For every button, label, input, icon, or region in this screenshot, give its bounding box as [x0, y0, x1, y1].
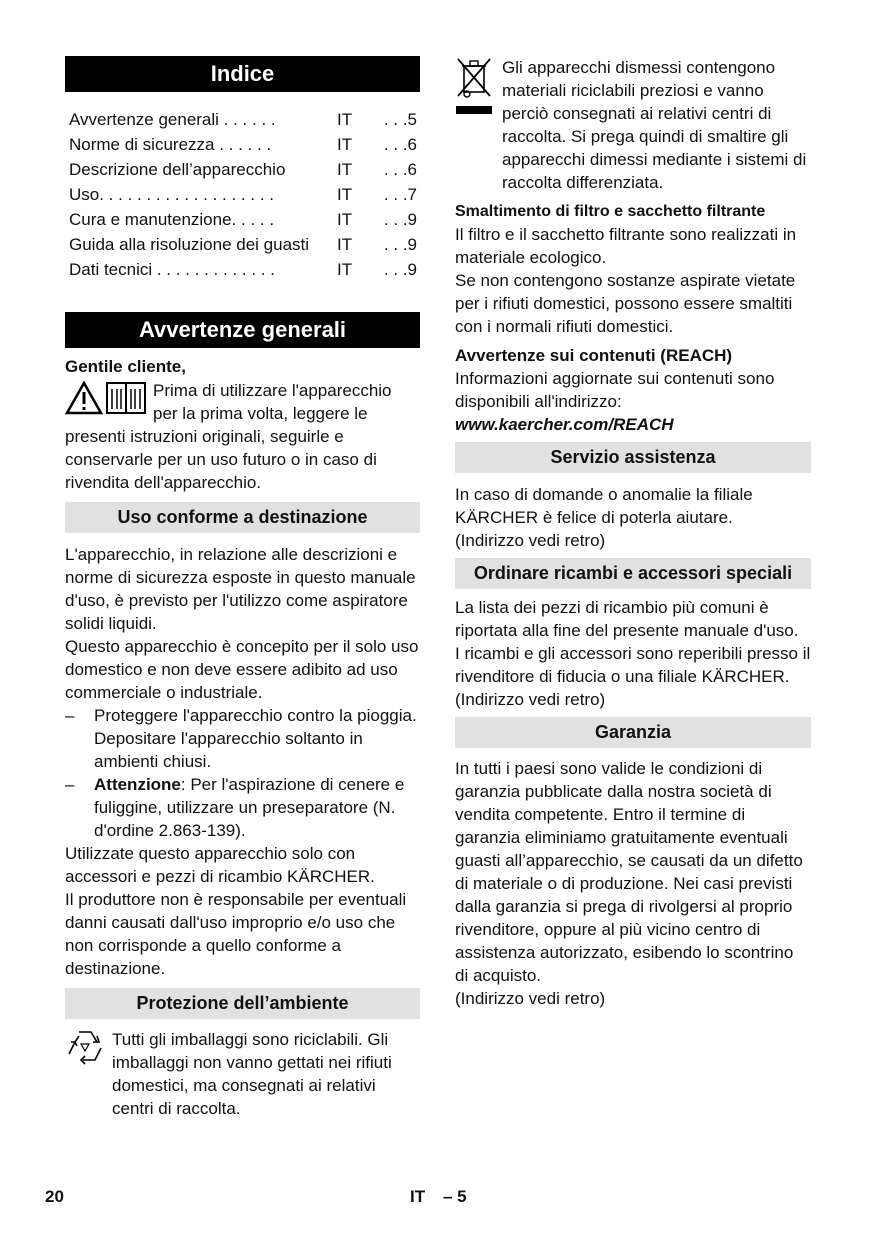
toc-entry-lang: IT: [337, 210, 353, 229]
left-column: [65, 56, 420, 1120]
intro-text: Prima di utilizzare l'apparecchio per la prima volta, leggere le: [153, 381, 392, 423]
intended-use-paragraph: Questo apparecchio è concepito per il solo uso domestico e non deve essere adibito ad uso commerciale o industriale.: [65, 637, 419, 702]
weee-icon-wrap: [455, 56, 502, 194]
filter-heading: Smaltimento di filtro e sacchetto filtrante: [455, 203, 766, 220]
greeting: Gentile cliente,: [65, 357, 186, 376]
footer-section-page: – 5: [443, 1187, 467, 1206]
page-number: 20: [45, 1187, 64, 1206]
warranty-paragraph: In tutti i paesi sono valide le condizioni di garanzia pubblicate dalla nostra società di vendita competente. Entro il termine di garanzia eliminiamo gratuitamente eventuali guasti all’apparecchio, se causati da un difetto di materiale o di produzione. Nei casi previsti dalla garanzia si prega di rivolgersi al proprio rivenditore, oppure al più vicino centro di assistenza autorizzato, esibendo lo scontrino di acquisto.: [455, 759, 803, 985]
intended-use-title: Uso conforme a destinazione: [65, 502, 420, 533]
reach-paragraph: Informazioni aggiornate sui contenuti sono disponibili all'indirizzo:: [455, 369, 775, 411]
warranty-address: (Indirizzo vedi retro): [455, 989, 606, 1008]
toc-entry-lang: IT: [337, 110, 353, 129]
parts-paragraph: La lista dei pezzi di ricambio più comuni è riportata alla fine del presente manuale d'uso.: [455, 598, 799, 640]
service-paragraph: In caso di domande o anomalie la filiale KÄRCHER è felice di poterla aiutare.: [455, 485, 753, 527]
toc-entry[interactable]: [69, 257, 420, 282]
toc-entry-name: Guida alla risoluzione dei guasti: [69, 235, 310, 254]
toc-entry-lang: IT: [337, 160, 353, 179]
toc-entry[interactable]: [69, 107, 420, 132]
bullet-item: [65, 704, 420, 773]
toc-entry-page: . . .9: [383, 210, 417, 229]
service-title: Servizio assistenza: [455, 442, 811, 473]
warning-icons: [65, 379, 153, 419]
general-title: Avvertenze generali: [65, 312, 420, 348]
packaging-block: [65, 1028, 420, 1120]
toc-entry-page: . . .5: [383, 110, 417, 129]
toc-entry-page: . . .6: [383, 160, 417, 179]
manual-book-icon: [105, 381, 147, 417]
toc-entry-name: Avvertenze generali . . . . . .: [69, 110, 276, 129]
footer-language: IT: [410, 1187, 426, 1206]
reach-heading: Avvertenze sui contenuti (REACH): [455, 346, 733, 365]
parts-paragraph: I ricambi e gli accessori sono reperibili presso il rivenditore di fiducia o una filiale KÄRCHER.: [455, 644, 811, 686]
toc-entry[interactable]: [69, 232, 420, 257]
intended-use-paragraph: L'apparecchio, in relazione alle descrizioni e norme di sicurezza esposte in questo manuale d'uso, è previsto per l'utilizzo come aspiratore solidi liquidi.: [65, 545, 416, 633]
right-column: [455, 56, 811, 1010]
toc-entry-page: . . .7: [383, 185, 417, 204]
environment-title: Protezione dell’ambiente: [65, 988, 420, 1019]
toc-entry-page: . . .9: [383, 260, 417, 279]
toc-entry-lang: IT: [337, 235, 353, 254]
toc-entry[interactable]: [69, 207, 420, 232]
toc-entry-name: Norme di sicurezza . . . . . .: [69, 135, 272, 154]
recycling-icon: [65, 1028, 105, 1066]
parts-title: Ordinare ricambi e accessori speciali: [455, 558, 811, 589]
parts-address: (Indirizzo vedi retro): [455, 690, 606, 709]
filter-paragraph: Il filtro e il sacchetto filtrante sono realizzati in materiale ecologico.: [455, 225, 797, 267]
bullet-text: [94, 773, 420, 842]
packaging-text: Tutti gli imballaggi sono riciclabili. Gli imballaggi non vanno gettati nei rifiuti domestici, ma consegnati ai relativi centri di raccolta.: [112, 1030, 392, 1118]
bullet-text: Proteggere l'apparecchio contro la pioggia. Depositare l'apparecchio soltanto in ambienti chiusi.: [94, 706, 417, 771]
toc-entry-page: . . .6: [383, 135, 417, 154]
old-devices-text: Gli apparecchi dismessi contengono materiali riciclabili preziosi e vanno perciò consegnati ai relativi centri di raccolta. Si prega quindi di smaltire gli apparecchi dimessi mediante i sistemi di raccolta differenziata.: [502, 58, 807, 192]
intended-use-paragraph: Utilizzate questo apparecchio solo con accessori e pezzi di ricambio KÄRCHER.: [65, 844, 375, 886]
toc-entry[interactable]: [69, 182, 420, 207]
filter-paragraph: Se non contengono sostanze aspirate vietate per i rifiuti domestici, possono essere smaltiti con i normali rifiuti domestici.: [455, 271, 796, 336]
intro-text-continued: presenti istruzioni originali, seguirle e conservarle per un uso futuro o in caso di rivendita dell'apparecchio.: [65, 427, 377, 492]
service-address: (Indirizzo vedi retro): [455, 531, 606, 550]
crossed-bin-icon: [455, 56, 493, 118]
attention-text: : Per l'aspirazione di cenere e fuliggine, utilizzare un preseparatore (N. d'ordine 2.863-139).: [94, 775, 405, 840]
bullet-dash: –: [65, 775, 75, 794]
toc-entry-name: Uso. . . . . . . . . . . . . . . . . . .: [69, 185, 274, 204]
recycling-icon-wrap: [65, 1028, 112, 1120]
intended-use-paragraph: Il produttore non è responsabile per eventuali danni causati dall'uso improprio e/o uso che non corrisponde a quello conforme a destinazione.: [65, 890, 407, 978]
toc-entry[interactable]: [69, 132, 420, 157]
attention-label: Attenzione: [94, 775, 181, 794]
toc-entry-page: . . .9: [383, 235, 417, 254]
intro-block: [65, 379, 420, 425]
old-devices-block: [455, 56, 811, 194]
toc-entry[interactable]: [69, 157, 420, 182]
toc-entry-lang: IT: [337, 260, 353, 279]
table-of-contents: [69, 107, 420, 282]
toc-entry-name: Dati tecnici . . . . . . . . . . . . .: [69, 260, 275, 279]
toc-entry-lang: IT: [337, 135, 353, 154]
bullet-item: [65, 773, 420, 842]
warranty-title: Garanzia: [455, 717, 811, 748]
bullet-dash: –: [65, 706, 75, 725]
toc-entry-name: Descrizione dell’apparecchio: [69, 160, 286, 179]
toc-entry-lang: IT: [337, 185, 353, 204]
toc-entry-name: Cura e manutenzione. . . . .: [69, 210, 275, 229]
toc-title: Indice: [65, 56, 420, 92]
reach-link[interactable]: www.kaercher.com/REACH: [455, 415, 674, 434]
